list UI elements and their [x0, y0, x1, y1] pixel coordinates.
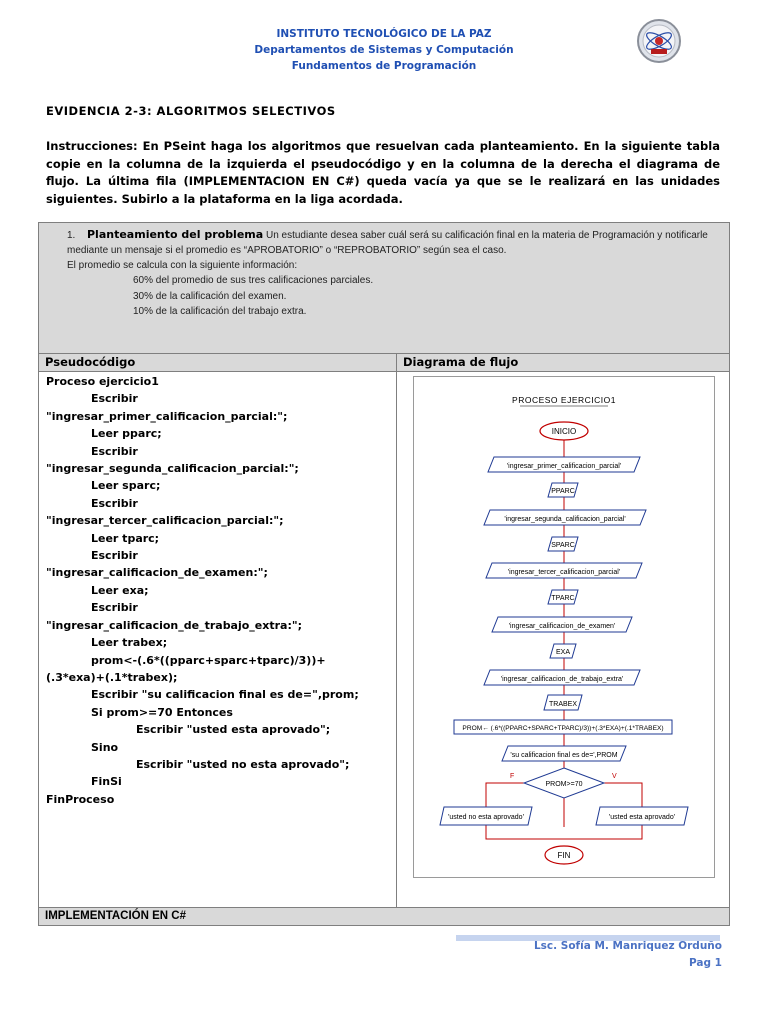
flowchart-cell	[397, 372, 730, 908]
code-line: Escribir	[91, 392, 138, 406]
page-title: EVIDENCIA 2-3: ALGORITMOS SELECTIVOS	[46, 104, 336, 118]
problem-number: 1.	[67, 230, 76, 241]
false-branch-label: F	[510, 773, 515, 780]
code-line: Escribir "usted no esta aprovado";	[136, 757, 350, 771]
criterion-1: 60% del promedio de sus tres calificaciones parciales.	[133, 275, 374, 286]
code-line: Leer tparc;	[91, 531, 160, 545]
page-number: Pag 1	[689, 957, 722, 969]
assign-label: PROM← (.6*((PPARC+SPARC+TPARC)/3))+(.3*EXA)+(.1*TRABEX)	[462, 725, 664, 732]
step-label: PPARC	[551, 488, 575, 495]
problem-text-2: El promedio se calcula con la siguiente información:	[67, 260, 298, 271]
code-line: Proceso ejercicio1	[46, 375, 159, 388]
code-line: Sino	[91, 740, 119, 754]
department-name: Departamentos de Sistemas y Computación	[254, 44, 514, 56]
step-label: 'ingresar_calificacion_de_examen'	[508, 623, 616, 630]
code-line: Leer pparc;	[91, 427, 162, 441]
code-line: "ingresar_segunda_calificacion_parcial:";	[46, 462, 299, 476]
decision-label: PROM>=70	[545, 781, 583, 788]
step-label: 'ingresar_segunda_calificacion_parcial'	[504, 516, 626, 523]
flowchart	[413, 376, 715, 878]
step-label: EXA	[555, 649, 571, 656]
code-line: FinSi	[91, 775, 122, 789]
code-line: Escribir	[91, 549, 138, 563]
code-line: (.3*exa)+(.1*trabex);	[46, 670, 178, 684]
step-label: TRABEX	[548, 701, 578, 708]
code-line: "ingresar_calificacion_de_trabajo_extra:";	[46, 618, 303, 632]
code-line: Escribir	[91, 496, 138, 510]
code-line: Escribir	[91, 601, 138, 615]
instructions-paragraph: Instrucciones: En PSeint haga los algoritmos que resuelvan cada planteamiento. En la siguiente tabla copie en la columna de la izquierda el pseudocódigo y en la columna de la derecha el diagrama de flujo. La última fila (IMPLEMENTACION EN C#) queda vacía ya que se le realizará en las unidades siguientes. Subirlo a la plataforma en la liga acordada.	[46, 139, 720, 206]
pseudocode-cell	[39, 372, 397, 908]
institute-name: INSTITUTO TECNOLÓGICO DE LA PAZ	[276, 28, 492, 40]
end-label: FIN	[557, 851, 571, 860]
code-line: Leer exa;	[91, 583, 149, 597]
code-line: "ingresar_tercer_calificacion_parcial:";	[46, 514, 284, 528]
code-line: Si prom>=70 Entonces	[91, 705, 233, 719]
flowchart-title: PROCESO EJERCICIO1	[512, 395, 616, 405]
institute-seal-icon	[633, 18, 685, 64]
course-name: Fundamentos de Programación	[291, 60, 477, 72]
code-line: Leer trabex;	[91, 636, 168, 650]
start-label: INICIO	[551, 427, 577, 436]
step-label: 'ingresar_calificacion_de_trabajo_extra'	[500, 676, 624, 683]
problem-heading: Planteamiento del problema	[87, 228, 264, 241]
true-out-label: 'usted esta aprovado'	[608, 814, 676, 821]
step-label: SPARC	[551, 542, 575, 549]
code-line: Escribir	[91, 444, 138, 458]
problem-statement	[39, 223, 730, 354]
flowchart-column-header: Diagrama de flujo	[397, 354, 730, 372]
criterion-2: 30% de la calificación del examen.	[133, 290, 287, 302]
problem-text: Un estudiante desea saber cuál será su calificación final en la materia de Programación y notificarle mediante un mensaje si el promedio es “APROBATORIO” o “REPROBATORIO” según sea el caso.	[67, 230, 708, 256]
step-label: 'ingresar_primer_calificacion_parcial'	[506, 463, 622, 470]
step-label: TPARC	[551, 595, 575, 602]
code-line: prom<-(.6*((pparc+sparc+tparc)/3))+	[91, 653, 326, 667]
code-line: "ingresar_primer_calificacion_parcial:";	[46, 409, 288, 423]
criterion-3: 10% de la calificación del trabajo extra.	[133, 306, 307, 317]
output-label: 'su calificacion final es de=',PROM	[510, 752, 618, 759]
step-label: 'ingresar_tercer_calificacion_parcial'	[507, 569, 621, 576]
true-branch-label: V	[612, 773, 617, 780]
pseudocode-column-header: Pseudocódigo	[39, 354, 397, 372]
code-line: FinProceso	[46, 792, 115, 806]
code-line: Escribir "usted esta aprovado";	[136, 723, 331, 737]
code-line: Leer sparc;	[91, 479, 161, 493]
exercise-table	[38, 222, 730, 926]
author-name: Lsc. Sofía M. Manriquez Orduño	[533, 940, 722, 952]
code-line: Escribir "su calificacion final es de=",prom;	[91, 688, 359, 702]
implementation-row: IMPLEMENTACIÓN EN C#	[39, 908, 730, 926]
false-out-label: 'usted no esta aprovado'	[448, 814, 524, 821]
code-line: "ingresar_calificacion_de_examen:";	[46, 566, 268, 580]
